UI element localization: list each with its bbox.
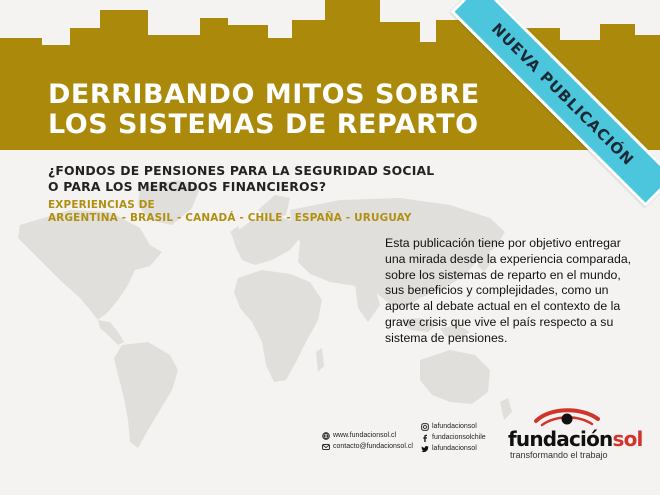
globe-icon	[322, 432, 330, 440]
website-link[interactable]: www.fundacionsol.cl	[333, 432, 397, 439]
logo-word-black: fundación	[508, 427, 613, 451]
facebook-icon	[421, 434, 429, 442]
logo-word-red: sol	[612, 427, 643, 451]
ribbon-label: NUEVA PUBLICACIÓN	[487, 19, 638, 170]
email-link[interactable]: contacto@fundacionsol.cl	[333, 443, 413, 450]
website-row[interactable]	[322, 430, 413, 441]
twitter-icon	[421, 445, 429, 453]
social-list	[421, 421, 486, 454]
subtitle-line-1: ¿FONDOS DE PENSIONES PARA LA SEGURIDAD SOCIAL	[48, 163, 435, 178]
twitter-handle[interactable]: lafundacionsol	[432, 445, 477, 452]
experiences-heading: EXPERIENCIAS DE	[48, 199, 155, 211]
title-line-1: DERRIBANDO MITOS SOBRE	[48, 79, 480, 110]
subtitle	[48, 163, 434, 195]
title-line-2: LOS SISTEMAS DE REPARTO	[48, 109, 479, 140]
page-title	[48, 80, 480, 140]
subtitle-line-2: O PARA LOS MERCADOS FINANCIEROS?	[48, 179, 327, 194]
experiences-countries: ARGENTINA - BRASIL - CANADÁ - CHILE - ESPAÑA - URUGUAY	[48, 212, 412, 224]
description-text: Esta publicación tiene por objetivo entregar una mirada desde la experiencia comparada, sobre los sistemas de reparto en el mundo, sus beneficios y complejidades, como un aporte al debate actual en el contexto de la grave crisis que vive el país respecto a su sistema de pensiones.	[385, 236, 632, 345]
email-icon	[322, 443, 330, 451]
facebook-handle[interactable]: fundacionsolchile	[432, 434, 486, 441]
twitter-row[interactable]	[421, 443, 486, 454]
email-row[interactable]	[322, 441, 413, 452]
logo-tagline: transformando el trabajo	[510, 450, 608, 460]
fundacion-sol-logo	[508, 405, 643, 465]
logo-wordmark	[508, 427, 643, 451]
instagram-handle[interactable]: lafundacionsol	[432, 423, 477, 430]
instagram-icon	[421, 423, 429, 431]
contact-list	[322, 430, 413, 452]
experiences-block	[48, 199, 412, 225]
facebook-row[interactable]	[421, 432, 486, 443]
instagram-row[interactable]	[421, 421, 486, 432]
